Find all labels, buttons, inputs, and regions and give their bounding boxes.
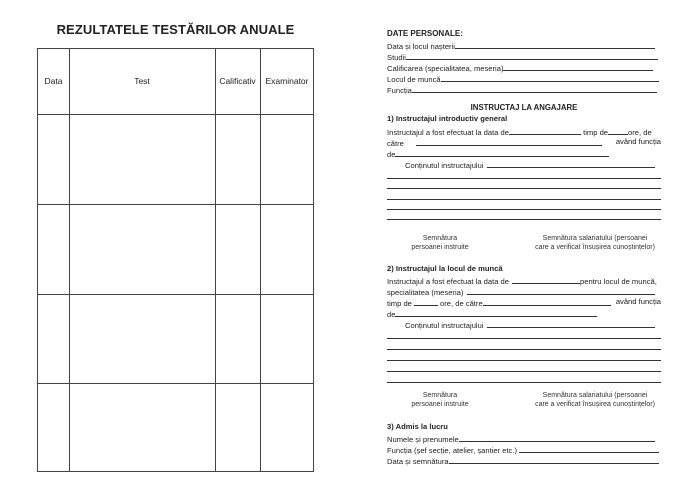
testing-results-table: [37, 48, 314, 472]
s1-blank-line[interactable]: [387, 219, 661, 220]
section-3-title: 3) Admis la lucru: [387, 422, 448, 431]
column-divider: [69, 49, 70, 471]
column-divider: [215, 49, 216, 471]
s1-function-blank[interactable]: [395, 148, 609, 157]
s1-blank-line[interactable]: [387, 199, 661, 200]
field-position: Funcția (șef secție, atelier, șantier etc.): [387, 444, 659, 456]
s2-line-2: specialitatea (meseria): [387, 286, 655, 298]
s2-by-blank[interactable]: [483, 297, 611, 306]
row-divider: [38, 294, 313, 295]
s1-content-line: Conținutul instructajului: [405, 159, 655, 171]
s2-signature-trainee: Semnătura persoanei instruite: [411, 392, 469, 408]
field-function: Funcția: [387, 84, 657, 96]
s2-blank-line[interactable]: [387, 360, 661, 361]
s2-content-blank[interactable]: [487, 319, 655, 328]
field-qualification: Calificarea (specialitatea, meseria): [387, 62, 653, 74]
date-signature-blank[interactable]: [449, 455, 659, 464]
section-1-title: 1) Instructajul introductiv general: [387, 114, 508, 123]
workplace-blank[interactable]: [441, 73, 659, 82]
field-studies: Studii: [387, 51, 658, 63]
column-header-test: Test: [134, 76, 150, 86]
s2-blank-line[interactable]: [387, 371, 661, 372]
s1-line-1: Instructajul a fost efectuat la data de timp de ore, de: [387, 128, 652, 137]
field-workplace: Locul de muncă: [387, 73, 659, 85]
s1-hours-blank[interactable]: [608, 126, 628, 135]
position-blank[interactable]: [519, 444, 659, 453]
section-2-title: 2) Instructajul la locul de muncă: [387, 264, 503, 273]
s2-line-3: timp de ore, de către având funcția: [387, 297, 661, 308]
s1-by-blank[interactable]: [416, 137, 602, 146]
s1-blank-line[interactable]: [387, 188, 661, 189]
name-blank[interactable]: [459, 433, 655, 442]
s2-signature-verifier: Semnătura salariatului (persoanei care a verificat însușirea cunoștințelor): [535, 392, 655, 408]
s1-blank-line[interactable]: [387, 209, 661, 210]
s2-line-4: de: [387, 308, 597, 320]
s1-blank-line[interactable]: [387, 178, 661, 179]
s1-signature-verifier: Semnătura salariatului (persoanei care a verificat însușirea cunoștințelor): [535, 235, 655, 251]
s1-content-blank[interactable]: [487, 159, 655, 168]
s1-signature-trainee: Semnătura persoanei instruite: [411, 235, 469, 251]
s2-hours-blank[interactable]: [414, 297, 438, 306]
field-birth: Data și locul nașterii: [387, 40, 655, 52]
row-divider: [38, 383, 313, 384]
s1-line-3: de: [387, 148, 609, 160]
s1-line-2: către având funcția: [387, 137, 661, 148]
column-header-data: Data: [44, 76, 63, 86]
s2-blank-line[interactable]: [387, 349, 661, 350]
row-divider: [38, 114, 313, 115]
s1-date-blank[interactable]: [509, 126, 581, 135]
instructaj-heading: INSTRUCTAJ LA ANGAJARE: [470, 103, 578, 112]
field-date-signature: Data și semnătura: [387, 455, 659, 467]
field-name: Numele și prenumele: [387, 433, 655, 445]
s2-blank-line[interactable]: [387, 382, 661, 383]
birth-blank[interactable]: [455, 40, 655, 49]
row-divider: [38, 204, 313, 205]
qualification-blank[interactable]: [503, 62, 653, 71]
s2-line-1: Instructajul a fost efectuat la data de pentru locul de muncă,: [387, 277, 657, 286]
studies-blank[interactable]: [406, 51, 658, 60]
function-blank[interactable]: [412, 84, 657, 93]
column-header-calificativ: Calificativ: [219, 76, 256, 86]
s2-date-blank[interactable]: [512, 275, 580, 284]
column-header-examinator: Examinator: [265, 76, 309, 86]
s2-content-line: Conținutul instructajului: [405, 319, 655, 331]
page-title: REZULTATELE TESTĂRILOR ANUALE: [56, 22, 295, 37]
s2-specialty-blank[interactable]: [467, 286, 655, 295]
column-divider: [260, 49, 261, 471]
s2-function-blank[interactable]: [395, 308, 597, 317]
s2-blank-line[interactable]: [387, 338, 661, 339]
personal-data-heading: DATE PERSONALE:: [387, 29, 463, 38]
